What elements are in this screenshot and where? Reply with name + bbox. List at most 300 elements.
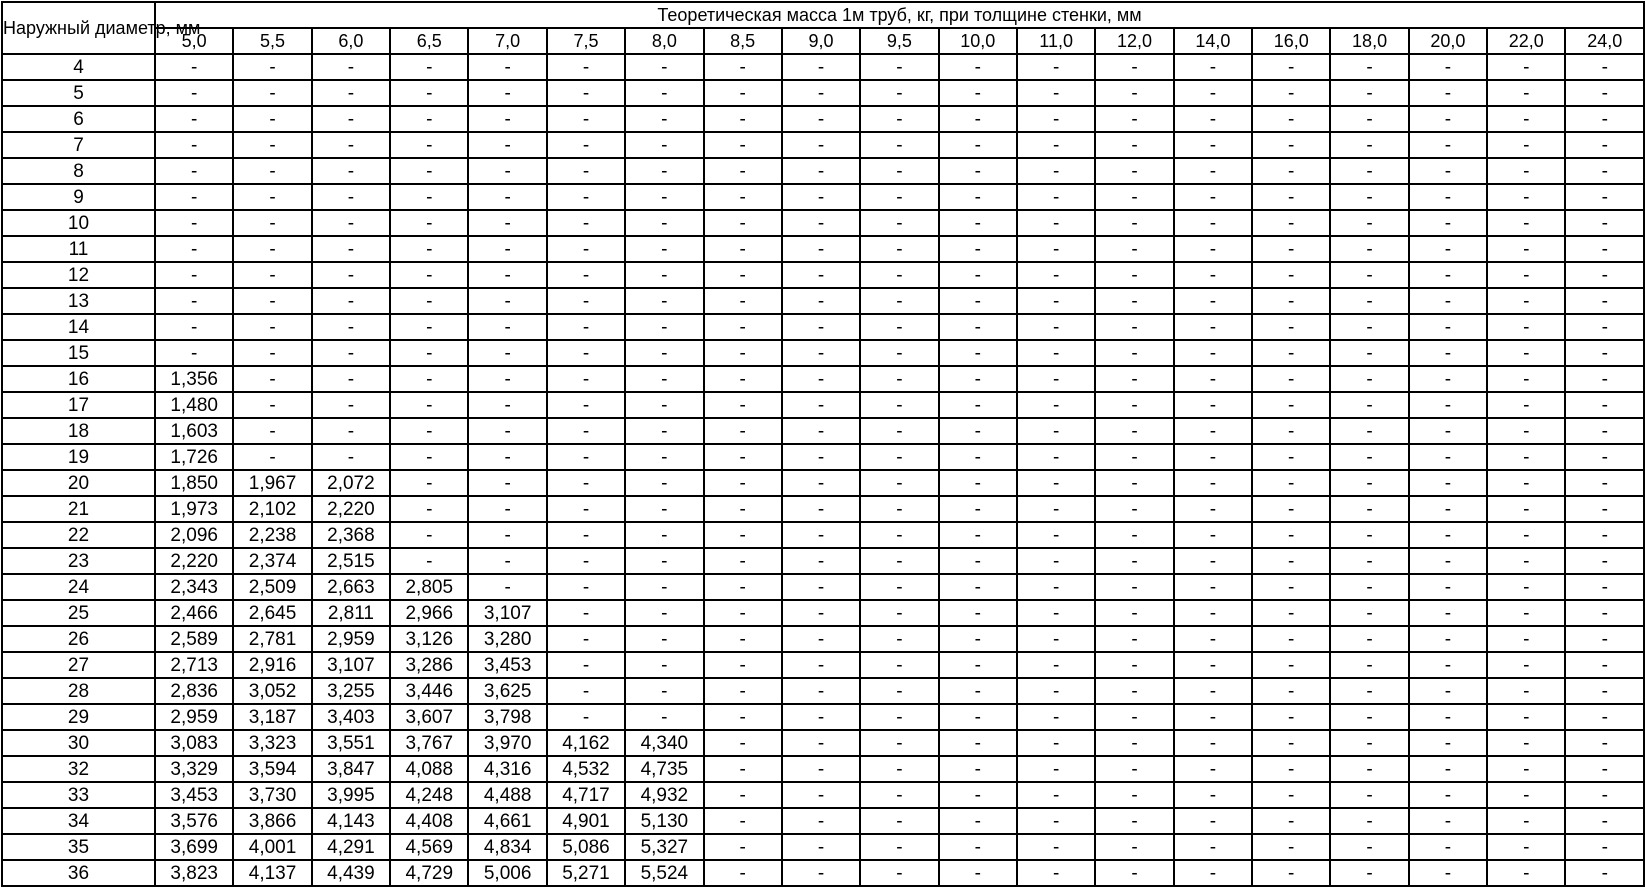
mass-cell: - xyxy=(939,184,1017,210)
mass-cell: 2,663 xyxy=(312,574,390,600)
mass-cell: - xyxy=(1330,80,1408,106)
mass-cell: 3,798 xyxy=(468,704,546,730)
mass-cell: - xyxy=(625,158,703,184)
mass-cell: - xyxy=(625,288,703,314)
mass-cell: - xyxy=(468,366,546,392)
mass-cell: 2,509 xyxy=(233,574,311,600)
mass-cell: - xyxy=(547,704,625,730)
mass-cell: - xyxy=(233,106,311,132)
mass-cell: - xyxy=(155,132,233,158)
mass-cell: - xyxy=(1252,54,1330,80)
mass-cell: - xyxy=(1095,730,1173,756)
mass-cell: - xyxy=(1095,756,1173,782)
mass-cell: - xyxy=(1174,54,1252,80)
table-row xyxy=(2,314,1644,340)
mass-cell: - xyxy=(547,574,625,600)
mass-cell: 2,959 xyxy=(155,704,233,730)
thickness-header: 8,5 xyxy=(704,28,782,54)
mass-cell: - xyxy=(390,418,468,444)
mass-cell: - xyxy=(1330,626,1408,652)
mass-cell: - xyxy=(939,834,1017,860)
mass-cell: 2,102 xyxy=(233,496,311,522)
mass-cell: - xyxy=(1095,496,1173,522)
mass-cell: - xyxy=(312,236,390,262)
mass-cell: - xyxy=(704,314,782,340)
mass-cell: - xyxy=(1095,132,1173,158)
mass-cell: - xyxy=(233,80,311,106)
table-row xyxy=(2,626,1644,652)
mass-cell: - xyxy=(1330,184,1408,210)
diameter-cell: 4 xyxy=(2,54,155,80)
mass-cell: - xyxy=(782,340,860,366)
mass-cell: - xyxy=(1565,80,1644,106)
mass-cell: - xyxy=(625,496,703,522)
mass-cell: - xyxy=(1095,600,1173,626)
mass-cell: - xyxy=(1174,860,1252,886)
mass-cell: - xyxy=(1330,236,1408,262)
mass-cell: - xyxy=(704,756,782,782)
mass-cell: - xyxy=(782,600,860,626)
mass-cell: - xyxy=(312,418,390,444)
mass-cell: - xyxy=(1487,132,1565,158)
diameter-cell: 7 xyxy=(2,132,155,158)
mass-cell: - xyxy=(390,106,468,132)
thickness-header: 9,5 xyxy=(860,28,938,54)
diameter-column-header: Наружный диаметр, мм xyxy=(2,2,155,54)
mass-cell: - xyxy=(860,366,938,392)
mass-cell: - xyxy=(1409,392,1487,418)
table-row xyxy=(2,54,1644,80)
mass-cell: - xyxy=(1487,600,1565,626)
mass-cell: - xyxy=(1487,574,1565,600)
mass-cell: - xyxy=(939,288,1017,314)
thickness-header: 14,0 xyxy=(1174,28,1252,54)
mass-cell: - xyxy=(547,184,625,210)
mass-cell: - xyxy=(1330,366,1408,392)
mass-cell: - xyxy=(1409,80,1487,106)
mass-cell: - xyxy=(782,262,860,288)
table-row xyxy=(2,860,1644,886)
mass-cell: - xyxy=(625,132,703,158)
mass-cell: - xyxy=(939,652,1017,678)
mass-cell: - xyxy=(547,80,625,106)
diameter-cell: 33 xyxy=(2,782,155,808)
mass-cell: - xyxy=(1174,678,1252,704)
mass-cell: - xyxy=(782,106,860,132)
mass-cell: - xyxy=(1565,704,1644,730)
mass-cell: - xyxy=(939,392,1017,418)
mass-cell: - xyxy=(1487,470,1565,496)
mass-cell: 5,271 xyxy=(547,860,625,886)
mass-cell: - xyxy=(1565,314,1644,340)
mass-cell: - xyxy=(390,288,468,314)
mass-cell: - xyxy=(1487,522,1565,548)
mass-cell: - xyxy=(860,522,938,548)
mass-cell: - xyxy=(1252,184,1330,210)
header-row-group xyxy=(2,2,1644,28)
mass-cell: - xyxy=(704,340,782,366)
thickness-header: 9,0 xyxy=(782,28,860,54)
mass-cell: - xyxy=(1330,418,1408,444)
mass-cell: 2,096 xyxy=(155,522,233,548)
mass-cell: - xyxy=(1409,782,1487,808)
table-row xyxy=(2,392,1644,418)
mass-cell: - xyxy=(625,314,703,340)
table-row xyxy=(2,236,1644,262)
mass-cell: - xyxy=(1017,54,1095,80)
mass-cell: - xyxy=(155,262,233,288)
mass-cell: - xyxy=(1565,808,1644,834)
mass-cell: - xyxy=(233,184,311,210)
mass-cell: - xyxy=(468,158,546,184)
mass-cell: 1,850 xyxy=(155,470,233,496)
mass-cell: - xyxy=(1565,54,1644,80)
mass-cell: - xyxy=(312,80,390,106)
diameter-cell: 14 xyxy=(2,314,155,340)
mass-cell: - xyxy=(390,392,468,418)
mass-cell: - xyxy=(782,54,860,80)
mass-cell: - xyxy=(782,548,860,574)
mass-cell: - xyxy=(1565,470,1644,496)
mass-cell: - xyxy=(939,80,1017,106)
mass-cell: - xyxy=(468,444,546,470)
mass-cell: 4,316 xyxy=(468,756,546,782)
diameter-cell: 35 xyxy=(2,834,155,860)
diameter-cell: 23 xyxy=(2,548,155,574)
mass-cell: - xyxy=(1252,470,1330,496)
mass-cell: - xyxy=(468,496,546,522)
mass-cell: - xyxy=(939,470,1017,496)
mass-cell: 1,480 xyxy=(155,392,233,418)
mass-cell: 3,823 xyxy=(155,860,233,886)
mass-cell: - xyxy=(1565,340,1644,366)
mass-cell: - xyxy=(547,366,625,392)
mass-cell: - xyxy=(1565,496,1644,522)
mass-cell: - xyxy=(468,288,546,314)
mass-cell: - xyxy=(939,366,1017,392)
mass-cell: - xyxy=(625,262,703,288)
mass-cell: - xyxy=(233,366,311,392)
mass-cell: - xyxy=(547,314,625,340)
mass-cell: - xyxy=(860,730,938,756)
mass-cell: - xyxy=(1409,158,1487,184)
mass-cell: - xyxy=(468,574,546,600)
mass-cell: - xyxy=(939,548,1017,574)
mass-cell: - xyxy=(1252,444,1330,470)
mass-cell: - xyxy=(1487,756,1565,782)
mass-cell: - xyxy=(625,184,703,210)
mass-cell: - xyxy=(625,392,703,418)
mass-cell: - xyxy=(547,600,625,626)
mass-cell: - xyxy=(1330,652,1408,678)
mass-cell: - xyxy=(312,314,390,340)
mass-cell: - xyxy=(233,262,311,288)
mass-cell: - xyxy=(704,782,782,808)
mass-cell: - xyxy=(468,210,546,236)
mass-cell: 4,735 xyxy=(625,756,703,782)
diameter-cell: 27 xyxy=(2,652,155,678)
mass-cell: - xyxy=(1330,522,1408,548)
mass-cell: - xyxy=(782,470,860,496)
mass-cell: - xyxy=(1095,340,1173,366)
mass-cell: - xyxy=(547,496,625,522)
mass-cell: - xyxy=(1017,262,1095,288)
thickness-header: 24,0 xyxy=(1565,28,1644,54)
mass-cell: - xyxy=(1487,184,1565,210)
mass-cell: - xyxy=(1409,132,1487,158)
mass-cell: - xyxy=(547,548,625,574)
mass-cell: 1,967 xyxy=(233,470,311,496)
mass-cell: 4,088 xyxy=(390,756,468,782)
mass-cell: - xyxy=(1330,704,1408,730)
mass-cell: - xyxy=(782,184,860,210)
mass-cell: 3,126 xyxy=(390,626,468,652)
mass-cell: - xyxy=(1409,756,1487,782)
mass-cell: - xyxy=(1565,106,1644,132)
mass-cell: - xyxy=(782,158,860,184)
mass-cell: - xyxy=(1174,366,1252,392)
mass-cell: - xyxy=(704,496,782,522)
mass-cell: - xyxy=(1095,184,1173,210)
mass-cell: - xyxy=(625,444,703,470)
mass-cell: - xyxy=(1174,808,1252,834)
mass-cell: - xyxy=(1252,288,1330,314)
mass-cell: - xyxy=(1330,600,1408,626)
mass-cell: - xyxy=(939,444,1017,470)
mass-cell: 4,661 xyxy=(468,808,546,834)
mass-cell: - xyxy=(1174,106,1252,132)
mass-cell: - xyxy=(939,574,1017,600)
mass-cell: - xyxy=(1330,392,1408,418)
mass-cell: - xyxy=(1095,808,1173,834)
mass-cell: 3,767 xyxy=(390,730,468,756)
mass-cell: - xyxy=(939,158,1017,184)
mass-cell: - xyxy=(1252,314,1330,340)
mass-cell: - xyxy=(1017,730,1095,756)
mass-cell: 2,811 xyxy=(312,600,390,626)
mass-cell: - xyxy=(155,158,233,184)
mass-cell: - xyxy=(939,678,1017,704)
mass-cell: - xyxy=(1565,548,1644,574)
mass-cell: 2,374 xyxy=(233,548,311,574)
mass-cell: - xyxy=(1330,340,1408,366)
mass-cell: - xyxy=(704,392,782,418)
mass-cell: - xyxy=(1017,236,1095,262)
mass-cell: - xyxy=(1330,834,1408,860)
mass-cell: 3,052 xyxy=(233,678,311,704)
mass-cell: - xyxy=(782,210,860,236)
mass-cell: 2,781 xyxy=(233,626,311,652)
mass-cell: - xyxy=(233,314,311,340)
mass-cell: - xyxy=(233,210,311,236)
mass-cell: - xyxy=(468,314,546,340)
diameter-cell: 24 xyxy=(2,574,155,600)
mass-cell: - xyxy=(155,106,233,132)
table-row xyxy=(2,834,1644,860)
mass-cell: 3,187 xyxy=(233,704,311,730)
mass-cell: - xyxy=(390,54,468,80)
mass-cell: 4,439 xyxy=(312,860,390,886)
diameter-cell: 17 xyxy=(2,392,155,418)
mass-cell: - xyxy=(625,418,703,444)
mass-cell: - xyxy=(782,652,860,678)
mass-cell: - xyxy=(1174,288,1252,314)
mass-cell: - xyxy=(1330,756,1408,782)
mass-cell: - xyxy=(860,106,938,132)
mass-cell: - xyxy=(1095,158,1173,184)
mass-cell: - xyxy=(1565,418,1644,444)
mass-cell: - xyxy=(1565,574,1644,600)
mass-cell: - xyxy=(1017,184,1095,210)
mass-cell: - xyxy=(860,548,938,574)
mass-cell: - xyxy=(1252,834,1330,860)
mass-cell: 3,625 xyxy=(468,678,546,704)
mass-cell: - xyxy=(860,392,938,418)
mass-cell: - xyxy=(625,522,703,548)
mass-cell: - xyxy=(1409,288,1487,314)
mass-cell: - xyxy=(1409,444,1487,470)
mass-cell: - xyxy=(1252,106,1330,132)
mass-cell: - xyxy=(1409,418,1487,444)
mass-cell: - xyxy=(1174,470,1252,496)
mass-cell: - xyxy=(1252,496,1330,522)
mass-cell: - xyxy=(390,262,468,288)
mass-cell: - xyxy=(625,678,703,704)
mass-cell: - xyxy=(782,80,860,106)
mass-cell: - xyxy=(1565,366,1644,392)
diameter-cell: 10 xyxy=(2,210,155,236)
mass-cell: 4,137 xyxy=(233,860,311,886)
mass-cell: - xyxy=(1017,106,1095,132)
diameter-cell: 5 xyxy=(2,80,155,106)
diameter-cell: 16 xyxy=(2,366,155,392)
mass-cell: - xyxy=(625,470,703,496)
mass-cell: - xyxy=(1095,470,1173,496)
table-row xyxy=(2,808,1644,834)
mass-cell: - xyxy=(1174,548,1252,574)
mass-cell: - xyxy=(1095,834,1173,860)
mass-cell: - xyxy=(1409,262,1487,288)
diameter-cell: 26 xyxy=(2,626,155,652)
mass-cell: 4,162 xyxy=(547,730,625,756)
mass-cell: - xyxy=(1487,444,1565,470)
mass-cell: - xyxy=(704,600,782,626)
mass-cell: - xyxy=(1095,262,1173,288)
mass-cell: 4,001 xyxy=(233,834,311,860)
mass-cell: - xyxy=(1017,444,1095,470)
mass-cell: - xyxy=(468,548,546,574)
diameter-cell: 28 xyxy=(2,678,155,704)
mass-cell: - xyxy=(1330,132,1408,158)
mass-cell: - xyxy=(1017,210,1095,236)
mass-cell: - xyxy=(1174,522,1252,548)
mass-cell: - xyxy=(1017,366,1095,392)
mass-cell: - xyxy=(468,54,546,80)
mass-cell: 4,932 xyxy=(625,782,703,808)
mass-cell: - xyxy=(1252,366,1330,392)
thickness-header: 6,0 xyxy=(312,28,390,54)
mass-cell: - xyxy=(233,132,311,158)
mass-cell: - xyxy=(704,574,782,600)
mass-cell: - xyxy=(782,574,860,600)
mass-cell: - xyxy=(1095,80,1173,106)
mass-cell: - xyxy=(939,782,1017,808)
mass-cell: - xyxy=(782,626,860,652)
mass-cell: - xyxy=(155,340,233,366)
mass-cell: - xyxy=(1252,626,1330,652)
table-row xyxy=(2,184,1644,210)
mass-cell: - xyxy=(390,210,468,236)
mass-cell: 5,130 xyxy=(625,808,703,834)
mass-cell: - xyxy=(155,54,233,80)
mass-cell: 3,995 xyxy=(312,782,390,808)
mass-cell: - xyxy=(547,418,625,444)
table-row xyxy=(2,496,1644,522)
mass-cell: - xyxy=(1095,366,1173,392)
mass-cell: - xyxy=(625,210,703,236)
mass-cell: - xyxy=(625,340,703,366)
table-row xyxy=(2,756,1644,782)
mass-cell: - xyxy=(1330,782,1408,808)
mass-cell: - xyxy=(1330,106,1408,132)
mass-cell: - xyxy=(390,132,468,158)
mass-cell: - xyxy=(1487,366,1565,392)
mass-group-header: Теоретическая масса 1м труб, кг, при толщине стенки, мм xyxy=(155,2,1644,28)
mass-cell: - xyxy=(1487,496,1565,522)
mass-cell: - xyxy=(1409,652,1487,678)
mass-cell: - xyxy=(1252,236,1330,262)
table-row xyxy=(2,600,1644,626)
mass-cell: - xyxy=(1565,158,1644,184)
mass-cell: - xyxy=(390,236,468,262)
mass-cell: - xyxy=(860,626,938,652)
mass-cell: 2,238 xyxy=(233,522,311,548)
table-row xyxy=(2,730,1644,756)
mass-cell: - xyxy=(1095,54,1173,80)
table-row xyxy=(2,704,1644,730)
diameter-cell: 19 xyxy=(2,444,155,470)
mass-cell: - xyxy=(860,860,938,886)
mass-cell: - xyxy=(155,210,233,236)
mass-cell: - xyxy=(390,340,468,366)
mass-cell: 4,143 xyxy=(312,808,390,834)
thickness-header: 10,0 xyxy=(939,28,1017,54)
thickness-header: 6,5 xyxy=(390,28,468,54)
mass-cell: - xyxy=(1252,132,1330,158)
diameter-cell: 8 xyxy=(2,158,155,184)
mass-cell: 3,286 xyxy=(390,652,468,678)
mass-cell: - xyxy=(547,392,625,418)
mass-cell: - xyxy=(390,444,468,470)
mass-cell: - xyxy=(233,392,311,418)
mass-cell: - xyxy=(1017,574,1095,600)
mass-cell: - xyxy=(939,626,1017,652)
mass-cell: - xyxy=(704,730,782,756)
mass-cell: 2,343 xyxy=(155,574,233,600)
mass-cell: - xyxy=(782,860,860,886)
mass-cell: - xyxy=(233,444,311,470)
mass-cell: - xyxy=(390,184,468,210)
mass-cell: 4,532 xyxy=(547,756,625,782)
thickness-header: 22,0 xyxy=(1487,28,1565,54)
mass-cell: - xyxy=(312,392,390,418)
mass-cell: - xyxy=(1174,340,1252,366)
mass-cell: - xyxy=(1174,704,1252,730)
mass-cell: - xyxy=(1252,522,1330,548)
table-row xyxy=(2,366,1644,392)
mass-cell: - xyxy=(860,600,938,626)
thickness-header: 20,0 xyxy=(1409,28,1487,54)
